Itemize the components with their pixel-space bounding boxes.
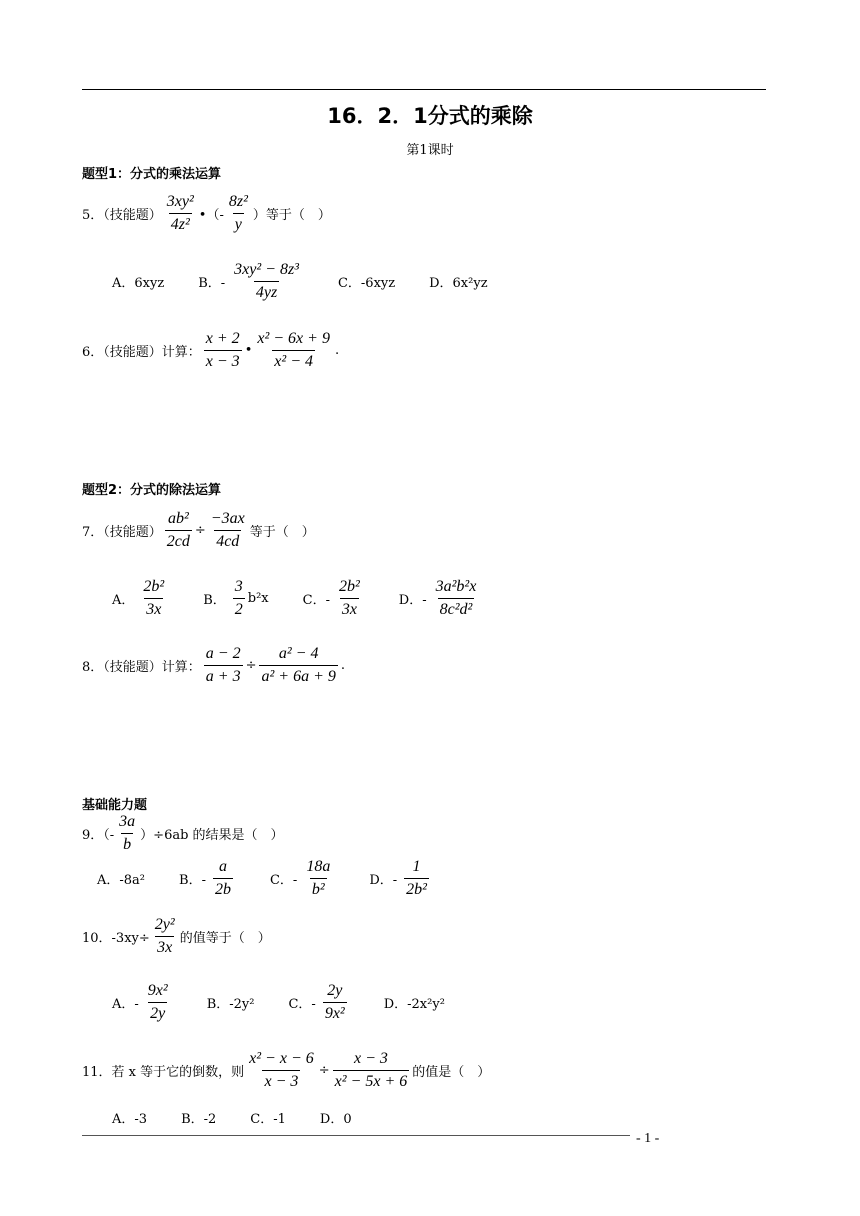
q11-suffix: 的值是（ ） (412, 1065, 491, 1080)
q5-option-b-numerator: 3xy² − 8z³ (234, 261, 299, 278)
q7-option-c[interactable] (303, 578, 365, 619)
q5-option-b-denominator: 4yz (254, 281, 279, 302)
q9-fraction (117, 813, 137, 854)
q7-option-c-numerator: 2b² (338, 578, 360, 595)
q11-option-b[interactable]: B．-2 (181, 1112, 217, 1127)
q7-option-b-tail: b²x (247, 591, 269, 606)
q7-f1-numerator: ab² (167, 510, 189, 527)
q9-option-b-fraction (213, 858, 233, 899)
q7-option-b-numerator: 3 (234, 578, 243, 595)
q10-option-a-numerator: 9x² (147, 982, 168, 999)
page-subtitle: 第1课时 (406, 143, 454, 158)
question-7 (82, 510, 315, 551)
q10-option-c-fraction (323, 982, 347, 1023)
q5-prefix: 5．（技能题） (82, 208, 162, 223)
q11-option-c[interactable]: C．-1 (250, 1112, 286, 1127)
q11-options (112, 1108, 386, 1127)
q5-fraction-1 (165, 193, 196, 234)
q8-suffix: . (340, 658, 346, 673)
section-heading-division: 题型2：分式的除法运算 (82, 483, 222, 498)
q10-option-a-fraction (146, 982, 170, 1023)
q6-prefix: 6．（技能题）计算： (82, 345, 201, 360)
q8-fraction-1 (204, 645, 243, 686)
q10-option-b[interactable]: B．-2y² (206, 997, 255, 1012)
q8-f1-denominator: a + 3 (204, 665, 243, 686)
q11-option-d[interactable]: D．0 (319, 1112, 352, 1127)
q9-option-c-fraction (304, 858, 332, 899)
q7-f2-denominator: 4cd (214, 530, 241, 551)
q10-option-a[interactable] (112, 982, 173, 1023)
q8-f2-denominator: a² + 6a + 9 (259, 665, 337, 686)
q10-option-c-numerator: 2y (327, 982, 343, 999)
q5-mid: •（- (198, 208, 224, 223)
q7-fraction-2 (209, 510, 247, 551)
q7-suffix: 等于（ ） (249, 525, 315, 540)
q5-f1-denominator: 4z² (169, 213, 192, 234)
q5-options (112, 261, 522, 302)
q6-f1-denominator: x − 3 (204, 350, 242, 371)
q7-fraction-1 (165, 510, 192, 551)
footer-rule (82, 1135, 630, 1136)
q10-options (112, 982, 479, 1023)
q10-option-c-denominator: 9x² (323, 1002, 347, 1023)
q6-f2-numerator: x² − 6x + 9 (257, 330, 330, 347)
q5-option-c[interactable]: C．-6xyz (337, 276, 396, 291)
q7-option-d-fraction (434, 578, 479, 619)
q9-option-a[interactable]: A．-8a² (97, 873, 146, 888)
q9-option-d-numerator: 1 (412, 858, 421, 875)
q8-operator: ÷ (245, 658, 257, 673)
q7-operator: ÷ (194, 523, 206, 538)
q7-option-a-denominator: 3x (144, 598, 163, 619)
q6-operator: • (244, 343, 253, 358)
page-title: 16．2．1分式的乘除 (327, 104, 533, 128)
q7-option-c-denominator: 3x (340, 598, 359, 619)
q10-option-d[interactable]: D．-2x²y² (383, 997, 445, 1012)
q10-denominator: 3x (155, 936, 174, 957)
q9-option-b-numerator: a (218, 858, 227, 875)
q10-fraction (153, 916, 177, 957)
q5-fraction-2 (227, 193, 250, 234)
q7-option-b-label: B． (203, 593, 226, 608)
q10-prefix: 10．-3xy÷ (82, 931, 150, 946)
q9-option-b[interactable] (179, 858, 236, 899)
q9-option-d-label: D．- (369, 873, 398, 888)
q5-option-b-fraction (232, 261, 301, 302)
q7-f2-numerator: −3ax (210, 510, 245, 527)
q11-f1-numerator: x² − x − 6 (249, 1050, 314, 1067)
q5-f1-numerator: 3xy² (166, 193, 194, 210)
q6-fraction-1 (204, 330, 242, 371)
q10-option-a-label: A．- (112, 997, 139, 1012)
q6-f1-numerator: x + 2 (205, 330, 240, 347)
q7-option-d[interactable] (399, 578, 482, 619)
q5-option-b-label: B．- (198, 276, 226, 291)
q10-suffix: 的值等于（ ） (179, 931, 271, 946)
q5-suffix: ）等于（ ） (252, 208, 331, 223)
q8-prefix: 8．（技能题）计算： (82, 660, 201, 675)
q9-option-c-label: C．- (269, 873, 298, 888)
q7-option-a-fraction (141, 578, 166, 619)
q9-options (97, 858, 466, 899)
q8-fraction-2 (259, 645, 337, 686)
section-heading-basic: 基础能力题 (82, 798, 148, 813)
q5-f2-numerator: 8z² (228, 193, 248, 210)
q6-f2-denominator: x² − 4 (272, 350, 315, 371)
q10-numerator: 2y² (154, 916, 175, 933)
q7-option-b[interactable] (203, 578, 268, 619)
top-rule (82, 89, 766, 90)
q7-option-c-fraction (337, 578, 362, 619)
question-10 (82, 916, 271, 957)
q9-option-d-denominator: 2b² (404, 878, 429, 899)
q7-option-a[interactable] (112, 578, 169, 619)
section-heading-multiplication: 题型1：分式的乘法运算 (82, 167, 222, 182)
q9-denominator: b (121, 833, 133, 854)
q7-option-d-denominator: 8c²d² (438, 598, 475, 619)
q10-option-c-label: C．- (288, 997, 316, 1012)
q11-operator: ÷ (318, 1063, 330, 1078)
question-6 (82, 330, 339, 371)
q9-option-c-denominator: b² (310, 878, 327, 899)
q7-f1-denominator: 2cd (165, 530, 192, 551)
q7-option-a-numerator: 2b² (143, 578, 165, 595)
q11-option-a[interactable]: A．-3 (112, 1112, 148, 1127)
q7-prefix: 7．（技能题） (82, 525, 162, 540)
q10-option-a-denominator: 2y (148, 1002, 167, 1023)
q6-suffix: . (334, 343, 340, 358)
q11-f2-numerator: x − 3 (353, 1050, 388, 1067)
page-number: - 1 - (636, 1131, 660, 1146)
q7-option-d-label: D．- (398, 593, 427, 608)
question-11 (82, 1050, 490, 1091)
q11-prefix: 11．若 x 等于它的倒数，则 (82, 1065, 245, 1080)
q5-option-b[interactable] (198, 261, 304, 302)
q11-f2-denominator: x² − 5x + 6 (333, 1070, 410, 1091)
q9-prefix: 9．（- (82, 828, 115, 843)
q11-fraction-2 (333, 1050, 410, 1091)
q7-option-d-numerator: 3a²b²x (435, 578, 477, 595)
q9-option-d[interactable] (369, 858, 432, 899)
q6-fraction-2 (255, 330, 332, 371)
q7-option-b-fraction (233, 578, 245, 619)
q11-fraction-1 (247, 1050, 316, 1091)
q5-option-d[interactable]: D．6x²yz (429, 276, 488, 291)
question-8 (82, 645, 345, 686)
q9-option-b-label: B．- (179, 873, 206, 888)
q9-suffix: ）÷6ab 的结果是（ ） (140, 828, 284, 843)
q8-f2-numerator: a² − 4 (278, 645, 319, 662)
q7-option-a-label: A． (112, 593, 135, 608)
question-9 (82, 813, 284, 854)
q5-option-a[interactable]: A．6xyz (112, 276, 165, 291)
q9-option-c-numerator: 18a (306, 858, 331, 875)
q9-numerator: 3a (119, 813, 136, 830)
q9-option-c[interactable] (270, 858, 335, 899)
q7-option-b-denominator: 2 (233, 598, 245, 619)
q8-f1-numerator: a − 2 (205, 645, 241, 662)
q10-option-c[interactable] (288, 982, 349, 1023)
q7-option-c-label: C．- (302, 593, 330, 608)
q9-option-d-fraction (404, 858, 429, 899)
q9-option-b-denominator: 2b (213, 878, 233, 899)
question-5 (82, 193, 331, 234)
q5-f2-denominator: y (233, 213, 244, 234)
q7-options (112, 578, 515, 619)
q11-f1-denominator: x − 3 (262, 1070, 300, 1091)
